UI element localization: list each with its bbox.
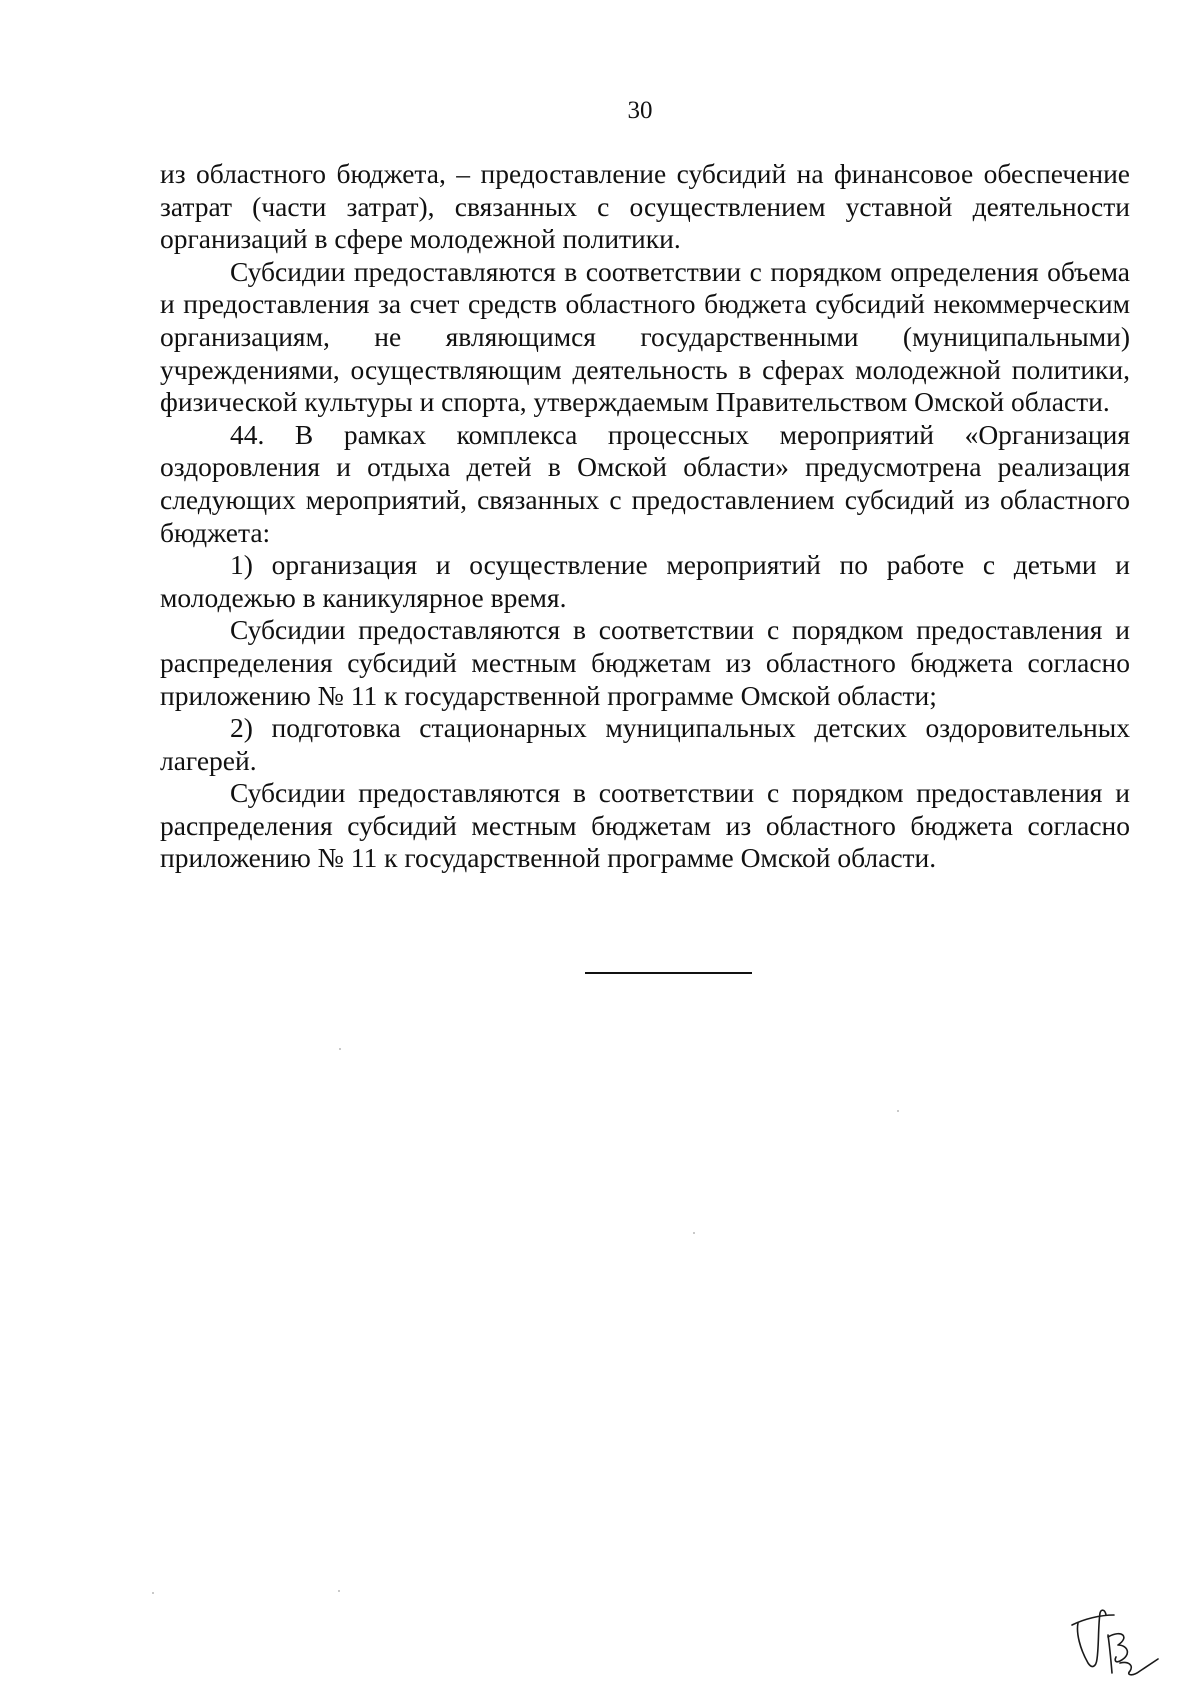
paragraph: Субсидии предоставляются в соответствии с порядком предоставления и распределения субсидий местным бюджетам из областного бюджета согласно приложению № 11 к государственной программе Омской области; <box>160 614 1130 711</box>
scan-speck <box>152 1592 154 1594</box>
scan-speck <box>897 1110 899 1112</box>
paragraph: Субсидии предоставляются в соответствии с порядком определения объема и предоставления за счет средств областного бюджета субсидий некоммерческим организациям, не являющимся государственными (муниципальными) учреждениями, осуществляющим деятельность в сферах молодежной политики, физической культуры и спорта, утверждаемым Правительством Омской области. <box>160 255 1130 418</box>
paragraph: 44. В рамках комплекса процессных мероприятий «Организация оздоровления и отдыха детей в Омской области» предусмотрена реализация следующих мероприятий, связанных с предоставлением субсидий из областного бюджета: <box>160 418 1130 548</box>
paragraph: Субсидии предоставляются в соответствии с порядком предоставления и распределения субсидий местным бюджетам из областного бюджета согласно приложению № 11 к государственной программе Омской области. <box>160 777 1130 874</box>
list-item: 2) подготовка стационарных муниципальных детских оздоровительных лагерей. <box>160 712 1130 776</box>
scan-speck <box>339 1048 341 1050</box>
scan-speck <box>693 1232 695 1234</box>
scan-speck <box>338 1590 340 1592</box>
list-item: 1) организация и осуществление мероприятий по работе с детьми и молодежью в каникулярное время. <box>160 549 1130 613</box>
signature <box>1070 1605 1160 1685</box>
document-body <box>160 158 1130 875</box>
end-of-text-divider <box>585 972 752 974</box>
page-number: 30 <box>627 97 653 124</box>
paragraph: из областного бюджета, – предоставление субсидий на финансовое обеспечение затрат (части затрат), связанных с осуществлением уставной деятельности организаций в сфере молодежной политики. <box>160 158 1130 255</box>
